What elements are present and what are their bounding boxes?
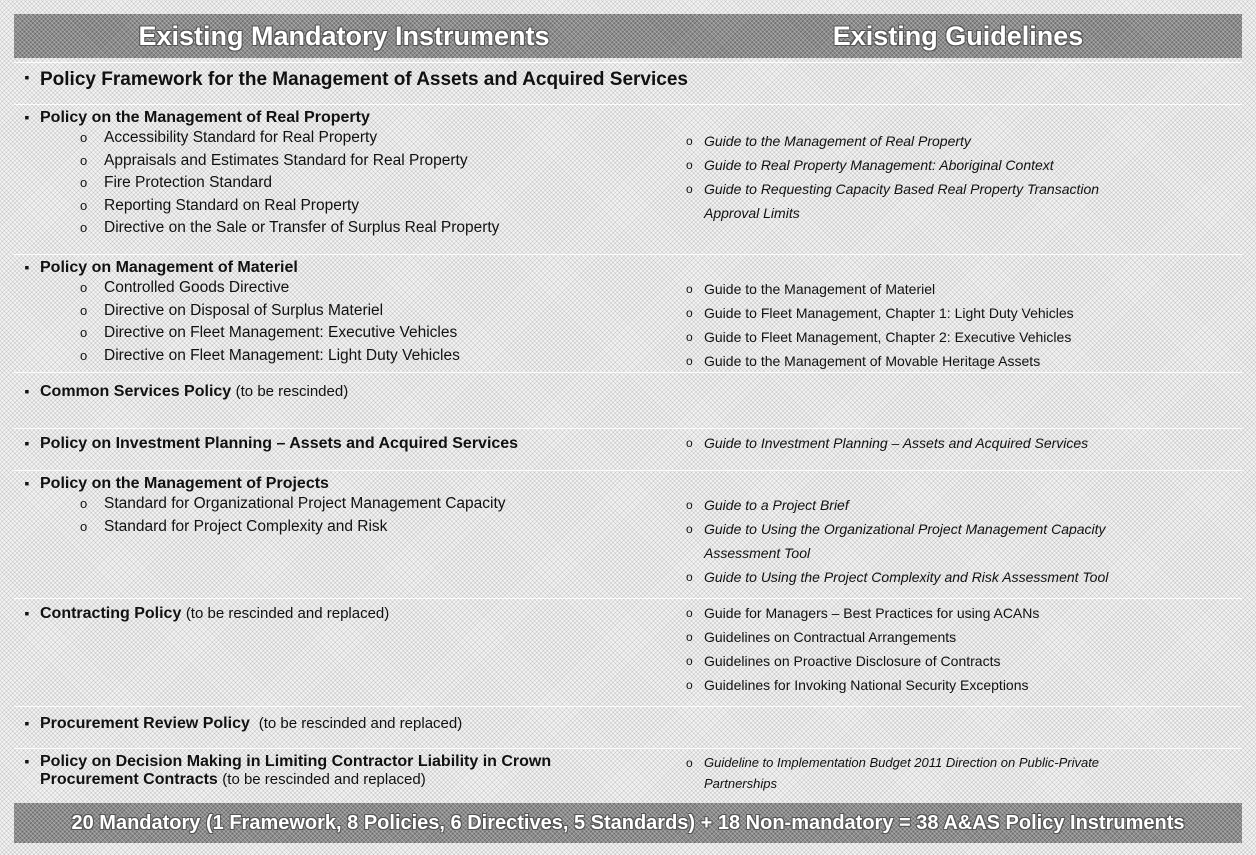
guide-item: o Guidelines on Proactive Disclosure of Contracts xyxy=(674,649,1242,673)
list-item: o Standard for Organizational Project Management Capacity xyxy=(14,493,674,516)
header-guidelines: Existing Guidelines xyxy=(832,20,1084,51)
row-procurement-review xyxy=(14,706,1242,744)
bullet-icon: ▪ xyxy=(24,69,30,85)
list-item: o Controlled Goods Directive xyxy=(14,277,674,300)
summary-footer xyxy=(14,803,1242,843)
bullet-icon: ▪ xyxy=(24,605,30,621)
sub-bullet-icon: o xyxy=(686,606,693,620)
materiel-item xyxy=(14,259,674,277)
projects-title: Policy on the Management of Projects xyxy=(40,475,329,492)
guide-item: o Guideline to Implementation Budget 2011 Direction on Public-Private xyxy=(674,751,1242,775)
sub-bullet-icon: o xyxy=(80,302,88,318)
sub-bullet-icon: o xyxy=(686,654,693,668)
guide-item: o Guide for Managers – Best Practices for using ACANs xyxy=(674,601,1242,625)
row-real-property xyxy=(14,104,1242,248)
sub-bullet-icon: o xyxy=(686,436,693,450)
sub-bullet-icon: o xyxy=(686,522,693,536)
bullet-icon: ▪ xyxy=(24,753,30,769)
liability-note: (to be rescinded and replaced) xyxy=(222,771,426,788)
framework-item xyxy=(14,69,688,91)
guide-item-continued: Assessment Tool xyxy=(704,545,811,561)
real-property-title: Policy on the Management of Real Property xyxy=(40,109,370,126)
sub-bullet-icon: o xyxy=(80,220,88,235)
guide-item: o Guide to Requesting Capacity Based Real Property Transaction xyxy=(674,177,1242,201)
liability-item-continued xyxy=(14,771,674,789)
investment-item xyxy=(14,435,518,453)
projects-item xyxy=(14,475,674,493)
sub-bullet-icon: o xyxy=(686,570,693,584)
bullet-icon: ▪ xyxy=(24,435,30,451)
sub-bullet-icon: o xyxy=(686,756,693,770)
list-item: o Directive on Fleet Management: Executive Vehicles xyxy=(14,322,674,345)
table-header xyxy=(14,14,1242,58)
list-item: o Reporting Standard on Real Property xyxy=(14,195,674,218)
sub-bullet-icon: o xyxy=(80,280,88,295)
contracting-item xyxy=(14,605,389,623)
guide-item: o Guide to the Management of Movable Heritage Assets xyxy=(674,349,1242,373)
row-contracting xyxy=(14,598,1242,702)
sub-bullet-icon: o xyxy=(686,282,693,296)
bullet-icon: ▪ xyxy=(24,259,30,275)
list-item: o Directive on Fleet Management: Light Duty Vehicles xyxy=(14,345,674,368)
contracting-note: (to be rescinded and replaced) xyxy=(185,605,390,622)
header-mandatory: Existing Mandatory Instruments xyxy=(138,20,550,51)
guide-item: o Guide to Using the Organizational Project Management Capacity xyxy=(674,517,1242,541)
bullet-icon: ▪ xyxy=(24,715,30,731)
sub-bullet-icon: o xyxy=(80,175,88,190)
guide-item: o Guidelines on Contractual Arrangements xyxy=(674,625,1242,649)
real-property-item xyxy=(14,109,674,127)
row-investment xyxy=(14,428,1242,466)
sub-bullet-icon: o xyxy=(686,498,693,512)
sub-bullet-icon: o xyxy=(686,182,693,196)
sub-bullet-icon: o xyxy=(80,130,88,145)
guide-item: o Guide to Real Property Management: Aboriginal Context xyxy=(674,153,1242,177)
sub-bullet-icon: o xyxy=(686,678,693,692)
bullet-icon: ▪ xyxy=(24,109,30,125)
row-framework xyxy=(14,62,1242,98)
guide-item: o Guidelines for Invoking National Security Exceptions xyxy=(674,673,1242,697)
framework-title: Policy Framework for the Management of Assets and Acquired Services xyxy=(40,69,688,90)
sub-bullet-icon: o xyxy=(686,630,693,644)
list-item: o Appraisals and Estimates Standard for Real Property xyxy=(14,150,674,173)
list-item: o Fire Protection Standard xyxy=(14,172,674,195)
procurement-review-item xyxy=(14,715,462,733)
sub-bullet-icon: o xyxy=(686,306,693,320)
guide-item: o Guide to a Project Brief xyxy=(674,493,1242,517)
liability-title-continued: Procurement Contracts xyxy=(40,771,218,788)
liability-item xyxy=(14,753,674,771)
list-item: o Directive on Disposal of Surplus Materiel xyxy=(14,300,674,323)
guide-item: o Guide to Investment Planning – Assets and Acquired Services xyxy=(674,431,1242,455)
list-item: o Standard for Project Complexity and Risk xyxy=(14,516,674,539)
row-liability xyxy=(14,748,1242,800)
bullet-icon: ▪ xyxy=(24,383,30,399)
list-item: o Directive on the Sale or Transfer of Surplus Real Property xyxy=(14,217,674,240)
guide-item: o Guide to the Management of Materiel xyxy=(674,277,1242,301)
bullet-icon: ▪ xyxy=(24,475,30,491)
guide-item: o Guide to Fleet Management, Chapter 1: Light Duty Vehicles xyxy=(674,301,1242,325)
guide-item: o Guide to Fleet Management, Chapter 2: Executive Vehicles xyxy=(674,325,1242,349)
sub-bullet-icon: o xyxy=(686,330,693,344)
liability-title: Policy on Decision Making in Limiting Contractor Liability in Crown xyxy=(40,753,552,770)
sub-bullet-icon: o xyxy=(686,354,693,368)
procurement-review-note: (to be rescinded and replaced) xyxy=(258,715,463,732)
sub-bullet-icon: o xyxy=(686,158,693,172)
sub-bullet-icon: o xyxy=(80,197,88,213)
materiel-title: Policy on Management of Materiel xyxy=(40,259,298,276)
sub-bullet-icon: o xyxy=(686,134,693,148)
sub-bullet-icon: o xyxy=(80,325,88,340)
guide-item-continued: Approval Limits xyxy=(704,205,800,221)
sub-bullet-icon: o xyxy=(80,518,88,534)
investment-title: Policy on Investment Planning – Assets and Acquired Services xyxy=(40,435,519,452)
common-services-item xyxy=(14,383,348,401)
sub-bullet-icon: o xyxy=(80,496,88,511)
row-common-services xyxy=(14,372,1242,424)
guide-item: o Guide to Using the Project Complexity and Risk Assessment Tool xyxy=(674,565,1242,589)
contracting-title: Contracting Policy xyxy=(40,605,182,622)
row-materiel xyxy=(14,254,1242,368)
summary-text: 20 Mandatory (1 Framework, 8 Policies, 6 Directives, 5 Standards) + 18 Non-mandatory = 38 A&AS Policy Instruments xyxy=(71,811,1185,834)
row-projects xyxy=(14,470,1242,594)
common-services-note: (to be rescinded) xyxy=(235,383,349,400)
common-services-title: Common Services Policy xyxy=(40,383,232,400)
list-item: o Accessibility Standard for Real Property xyxy=(14,127,674,150)
sub-bullet-icon: o xyxy=(80,347,88,363)
sub-bullet-icon: o xyxy=(80,152,88,168)
procurement-review-title: Procurement Review Policy xyxy=(40,715,250,732)
guide-item-continued: Partnerships xyxy=(704,776,777,791)
guide-item: o Guide to the Management of Real Property xyxy=(674,129,1242,153)
